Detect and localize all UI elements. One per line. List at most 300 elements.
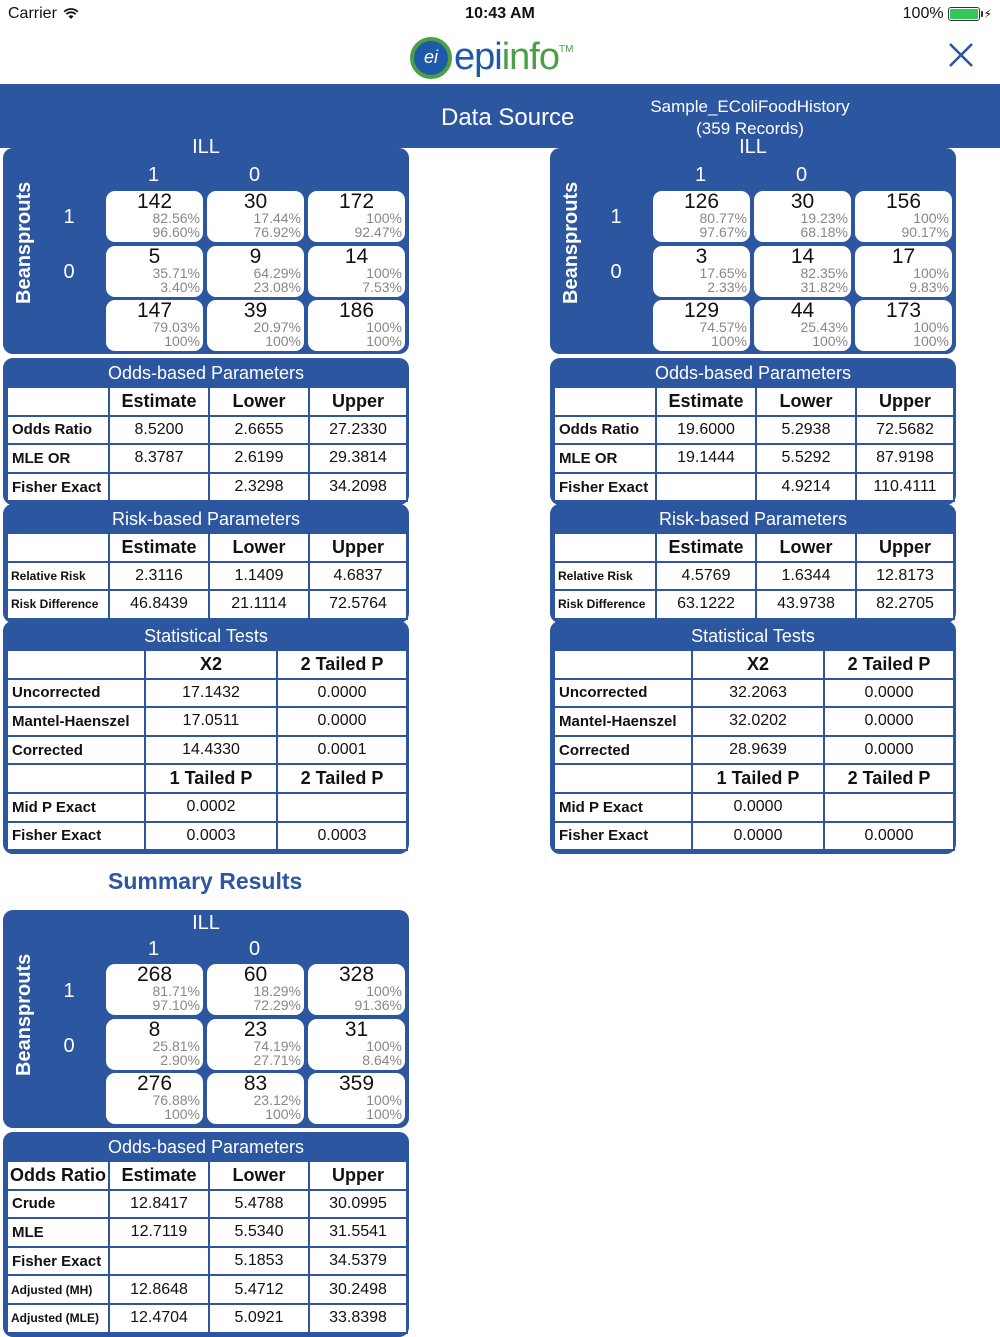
row-percent: 100%: [913, 265, 949, 281]
section-title: Odds-based Parameters: [107, 1137, 305, 1157]
value-cell: 0.0000: [824, 707, 954, 736]
table-cell: [855, 191, 952, 242]
table-row: [7, 1190, 407, 1219]
table-cell: [106, 964, 203, 1015]
table-cell: [653, 300, 750, 351]
value-cell: 8.5200: [109, 416, 209, 445]
table-cell: [308, 300, 405, 351]
value-cell: [656, 473, 756, 502]
table-cell: [754, 246, 851, 297]
charging-icon: ⚡: [983, 7, 992, 21]
row-label: Risk Difference: [7, 590, 109, 619]
column-header: Upper: [309, 387, 407, 416]
column-percent: 2.90%: [160, 1052, 200, 1068]
value-cell: 34.2098: [309, 473, 407, 502]
cell-count: 9: [249, 245, 262, 268]
source-name: Sample_EColiFoodHistory: [650, 97, 850, 116]
value-cell: 30.0995: [309, 1190, 407, 1219]
exposure-label: Beansprouts: [13, 181, 35, 304]
cell-count: 142: [136, 190, 173, 213]
column-header: Lower: [209, 1161, 309, 1190]
row-label: Uncorrected: [7, 679, 145, 708]
value-cell: 87.9198: [856, 444, 954, 473]
column-label: 1: [694, 164, 707, 186]
battery-percent: 100%: [902, 5, 944, 22]
row-percent: 100%: [366, 983, 402, 999]
exposure-label: Beansprouts: [13, 953, 35, 1076]
column-header: Estimate: [109, 1161, 209, 1190]
battery-group: [903, 5, 992, 23]
value-cell: 0.0000: [824, 679, 954, 708]
row-label: MLE OR: [554, 444, 656, 473]
row-percent: 100%: [913, 210, 949, 226]
statistical-tests: [3, 621, 409, 854]
value-cell: 46.8439: [109, 590, 209, 619]
carrier-label: Carrier: [8, 5, 57, 22]
contingency-table-panel: [3, 136, 409, 354]
column-percent: 100%: [366, 1106, 402, 1122]
contingency-table-panel: [550, 136, 956, 354]
row-percent: 81.71%: [152, 983, 200, 999]
table-cell: [207, 1019, 304, 1070]
row-percent: 20.97%: [253, 319, 301, 335]
value-cell: 5.1853: [209, 1247, 309, 1276]
table-row: [7, 444, 407, 473]
row-label: Relative Risk: [7, 562, 109, 591]
value-cell: 32.2063: [692, 679, 824, 708]
value-cell: 43.9738: [756, 590, 856, 619]
value-cell: 31.5541: [309, 1218, 407, 1247]
value-cell: 4.5769: [656, 562, 756, 591]
row-percent: 74.57%: [699, 319, 747, 335]
value-cell: 1.1409: [209, 562, 309, 591]
value-cell: 72.5764: [309, 590, 407, 619]
table-row: [7, 736, 407, 765]
parameter-grid: [6, 386, 408, 502]
column-header: Estimate: [656, 533, 756, 562]
column-header: Upper: [309, 1161, 407, 1190]
cell-count: 39: [243, 299, 268, 322]
table-cell: [308, 1073, 405, 1124]
column-percent: 2.33%: [707, 279, 747, 295]
row-label: Mid P Exact: [554, 793, 692, 822]
column-header: [7, 533, 109, 562]
table-cell: [207, 1073, 304, 1124]
cell-count: 129: [683, 299, 720, 322]
cell-count: 172: [338, 190, 375, 213]
table-cell: [106, 246, 203, 297]
cell-count: 3: [695, 245, 708, 268]
column-percent: 90.17%: [901, 224, 949, 240]
outcome-label: ILL: [192, 912, 220, 934]
value-cell: 0.0000: [692, 822, 824, 851]
column-header: [7, 387, 109, 416]
row-percent: 100%: [366, 210, 402, 226]
column-header: Lower: [756, 387, 856, 416]
row-percent: 100%: [366, 265, 402, 281]
header-row: [554, 650, 954, 679]
value-cell: [109, 473, 209, 502]
value-cell: 12.7119: [109, 1218, 209, 1247]
header-row: [554, 764, 954, 793]
row-label: Odds Ratio: [554, 416, 656, 445]
table-cell: [207, 964, 304, 1015]
section-title: Risk-based Parameters: [658, 509, 848, 529]
cell-count: 147: [136, 299, 173, 322]
row-label: 1: [63, 206, 75, 228]
column-header: Estimate: [109, 533, 209, 562]
table-row: [7, 590, 407, 619]
value-cell: 4.6837: [309, 562, 407, 591]
column-label: 1: [147, 164, 160, 186]
value-cell: 21.1114: [209, 590, 309, 619]
header-row: [7, 650, 407, 679]
column-percent: 97.67%: [699, 224, 747, 240]
column-percent: 8.64%: [362, 1052, 402, 1068]
logo-text: [454, 36, 559, 79]
row-label: Corrected: [554, 736, 692, 765]
risk-based-parameters: [3, 504, 409, 623]
column-percent: 7.53%: [362, 279, 402, 295]
column-header: [554, 387, 656, 416]
outcome-label: ILL: [192, 136, 220, 158]
value-cell: 110.4111: [856, 473, 954, 502]
value-cell: 0.0000: [824, 822, 954, 851]
table-cell: [855, 300, 952, 351]
table-row: [554, 416, 954, 445]
odds-based-parameters: [550, 358, 956, 505]
exposure-label: Beansprouts: [560, 181, 582, 304]
cell-count: 328: [338, 963, 375, 986]
parameter-grid: [553, 649, 955, 851]
column-header: [554, 650, 692, 679]
column-percent: 72.29%: [253, 997, 301, 1013]
logo-epi: epi: [454, 36, 502, 78]
value-cell: 32.0202: [692, 707, 824, 736]
table-cell: [106, 1019, 203, 1070]
row-label: 1: [610, 206, 622, 228]
column-percent: 23.08%: [253, 279, 301, 295]
table-row: [554, 707, 954, 736]
table-row: [554, 822, 954, 851]
epiinfo-logo: [410, 36, 573, 79]
column-header: 1 Tailed P: [145, 764, 277, 793]
section-title: Odds-based Parameters: [654, 363, 852, 383]
column-percent: 31.82%: [800, 279, 848, 295]
row-label: Crude: [7, 1190, 109, 1219]
value-cell: 19.6000: [656, 416, 756, 445]
column-percent: 100%: [164, 1106, 200, 1122]
value-cell: 0.0003: [145, 822, 277, 851]
column-percent: 100%: [812, 333, 848, 349]
cell-count: 17: [891, 245, 916, 268]
column-header: Lower: [209, 533, 309, 562]
table-row: [7, 679, 407, 708]
cell-count: 156: [885, 190, 922, 213]
parameter-grid: [6, 532, 408, 620]
value-cell: 30.2498: [309, 1275, 407, 1304]
battery-icon: [948, 7, 980, 21]
row-label: MLE: [7, 1218, 109, 1247]
statistical-tests: [550, 621, 956, 854]
row-percent: 17.44%: [253, 210, 301, 226]
value-cell: 5.2938: [756, 416, 856, 445]
row-percent: 74.19%: [253, 1038, 301, 1054]
value-cell: 14.4330: [145, 736, 277, 765]
parameter-grid: [6, 649, 408, 851]
row-label: 1: [63, 980, 75, 1002]
data-source-name[interactable]: [640, 96, 860, 140]
cell-count: 276: [136, 1072, 173, 1095]
table-cell: [106, 300, 203, 351]
table-row: [7, 562, 407, 591]
column-percent: 9.83%: [909, 279, 949, 295]
value-cell: 5.4712: [209, 1275, 309, 1304]
column-header: 1 Tailed P: [692, 764, 824, 793]
row-label: Corrected: [7, 736, 145, 765]
table-cell: [207, 300, 304, 351]
cell-count: 14: [344, 245, 369, 268]
status-bar: [0, 0, 1000, 30]
row-label: Mantel-Haenszel: [7, 707, 145, 736]
table-cell: [308, 246, 405, 297]
column-header: Estimate: [109, 387, 209, 416]
header-row: [7, 1161, 407, 1190]
outcome-label: ILL: [739, 136, 767, 158]
column-percent: 100%: [265, 1106, 301, 1122]
close-icon[interactable]: [946, 40, 976, 70]
row-percent: 25.81%: [152, 1038, 200, 1054]
row-label: Fisher Exact: [7, 473, 109, 502]
column-header: Upper: [309, 533, 407, 562]
cell-count: 31: [344, 1018, 369, 1041]
value-cell: 8.3787: [109, 444, 209, 473]
column-header: Odds Ratio: [7, 1161, 109, 1190]
value-cell: 34.5379: [309, 1247, 407, 1276]
value-cell: 19.1444: [656, 444, 756, 473]
cell-count: 359: [338, 1072, 375, 1095]
column-header: Lower: [209, 387, 309, 416]
table-cell: [653, 191, 750, 242]
table-cell: [207, 246, 304, 297]
value-cell: 28.9639: [692, 736, 824, 765]
row-percent: 18.29%: [253, 983, 301, 999]
value-cell: 17.1432: [145, 679, 277, 708]
row-label: MLE OR: [7, 444, 109, 473]
value-cell: 12.4704: [109, 1304, 209, 1333]
summary-odds-parameters: [3, 1132, 409, 1337]
section-title: Odds-based Parameters: [107, 363, 305, 383]
results-scroll-area[interactable]: [0, 136, 1000, 1334]
column-header: 2 Tailed P: [824, 764, 954, 793]
table-row: [7, 416, 407, 445]
row-label: Odds Ratio: [7, 416, 109, 445]
column-label: 0: [248, 164, 261, 186]
table-row: [7, 1218, 407, 1247]
row-label: Relative Risk: [554, 562, 656, 591]
row-percent: 25.43%: [800, 319, 848, 335]
header-row: [7, 387, 407, 416]
row-percent: 76.88%: [152, 1092, 200, 1108]
cell-count: 14: [790, 245, 815, 268]
cell-count: 186: [338, 299, 375, 322]
row-percent: 35.71%: [152, 265, 200, 281]
column-header: Upper: [856, 387, 954, 416]
table-cell: [855, 246, 952, 297]
table-cell: [106, 1073, 203, 1124]
value-cell: 0.0000: [277, 707, 407, 736]
cell-count: 30: [790, 190, 815, 213]
nav-bar: [0, 30, 1000, 84]
odds-based-parameters: [3, 358, 409, 505]
table-row: [554, 679, 954, 708]
row-percent: 100%: [366, 1038, 402, 1054]
table-cell: [308, 1019, 405, 1070]
row-label: 0: [610, 261, 622, 283]
row-label: Fisher Exact: [554, 822, 692, 851]
column-header: [554, 764, 692, 793]
row-percent: 82.35%: [800, 265, 848, 281]
column-label: 0: [248, 938, 261, 960]
parameter-grid: [6, 1160, 408, 1334]
value-cell: 4.9214: [756, 473, 856, 502]
header-row: [554, 533, 954, 562]
table-cell: [207, 191, 304, 242]
value-cell: 63.1222: [656, 590, 756, 619]
table-cell: [754, 191, 851, 242]
value-cell: 2.3298: [209, 473, 309, 502]
section-title: Statistical Tests: [691, 626, 815, 646]
column-label: 0: [795, 164, 808, 186]
value-cell: 0.0002: [145, 793, 277, 822]
header-row: [7, 533, 407, 562]
parameter-grid: [553, 532, 955, 620]
value-cell: 17.0511: [145, 707, 277, 736]
row-percent: 17.65%: [699, 265, 747, 281]
column-percent: 96.60%: [152, 224, 200, 240]
cell-count: 126: [683, 190, 720, 213]
section-title: Risk-based Parameters: [111, 509, 301, 529]
row-percent: 82.56%: [152, 210, 200, 226]
value-cell: 29.3814: [309, 444, 407, 473]
value-cell: 5.4788: [209, 1190, 309, 1219]
value-cell: 2.6199: [209, 444, 309, 473]
row-label: Adjusted (MH): [7, 1275, 109, 1304]
value-cell: 0.0003: [277, 822, 407, 851]
data-source-label: Data Source: [441, 104, 575, 131]
value-cell: 5.5292: [756, 444, 856, 473]
row-percent: 79.03%: [152, 319, 200, 335]
column-header: X2: [145, 650, 277, 679]
parameter-grid: [553, 386, 955, 502]
clock: 10:43 AM: [465, 5, 535, 22]
cell-count: 8: [148, 1018, 161, 1041]
column-header: 2 Tailed P: [277, 764, 407, 793]
value-cell: 5.5340: [209, 1218, 309, 1247]
table-cell: [308, 964, 405, 1015]
cell-count: 44: [790, 299, 815, 322]
value-cell: [277, 793, 407, 822]
row-label: 0: [63, 261, 75, 283]
value-cell: 2.6655: [209, 416, 309, 445]
table-cell: [754, 300, 851, 351]
column-percent: 100%: [913, 333, 949, 349]
row-percent: 23.12%: [253, 1092, 301, 1108]
cell-count: 5: [148, 245, 161, 268]
logo-info: info: [501, 36, 559, 78]
table-cell: [653, 246, 750, 297]
column-percent: 92.47%: [354, 224, 402, 240]
value-cell: 72.5682: [856, 416, 954, 445]
logo-tm: TM: [559, 44, 574, 55]
table-row: [554, 590, 954, 619]
column-percent: 68.18%: [800, 224, 848, 240]
contingency-table-panel: [3, 910, 409, 1128]
column-percent: 100%: [265, 333, 301, 349]
value-cell: 12.8173: [856, 562, 954, 591]
table-row: [554, 793, 954, 822]
summary-results-title: Summary Results: [108, 868, 303, 894]
value-cell: 0.0000: [277, 679, 407, 708]
row-percent: 100%: [366, 319, 402, 335]
value-cell: 12.8417: [109, 1190, 209, 1219]
column-header: 2 Tailed P: [277, 650, 407, 679]
risk-based-parameters: [550, 504, 956, 623]
column-header: Estimate: [656, 387, 756, 416]
column-label: 1: [147, 938, 160, 960]
header-row: [7, 764, 407, 793]
row-percent: 19.23%: [800, 210, 848, 226]
cell-count: 268: [136, 963, 173, 986]
table-row: [7, 1304, 407, 1333]
column-percent: 100%: [711, 333, 747, 349]
row-percent: 100%: [366, 1092, 402, 1108]
row-label: Mid P Exact: [7, 793, 145, 822]
row-percent: 80.77%: [699, 210, 747, 226]
value-cell: [109, 1247, 209, 1276]
column-percent: 100%: [366, 333, 402, 349]
column-percent: 76.92%: [253, 224, 301, 240]
column-header: 2 Tailed P: [824, 650, 954, 679]
cell-count: 83: [243, 1072, 268, 1095]
table-row: [554, 736, 954, 765]
column-header: [7, 650, 145, 679]
row-label: Uncorrected: [554, 679, 692, 708]
table-row: [7, 473, 407, 502]
column-percent: 97.10%: [152, 997, 200, 1013]
column-percent: 91.36%: [354, 997, 402, 1013]
row-label: Fisher Exact: [7, 1247, 109, 1276]
record-count: (359 Records): [696, 119, 804, 138]
column-header: [7, 764, 145, 793]
row-percent: 100%: [913, 319, 949, 335]
cell-count: 30: [243, 190, 268, 213]
column-percent: 100%: [164, 333, 200, 349]
column-percent: 27.71%: [253, 1052, 301, 1068]
value-cell: 0.0000: [824, 736, 954, 765]
table-row: [7, 822, 407, 851]
column-header: X2: [692, 650, 824, 679]
header-row: [554, 387, 954, 416]
cell-count: 60: [243, 963, 268, 986]
row-label: Fisher Exact: [7, 822, 145, 851]
table-row: [554, 562, 954, 591]
table-row: [554, 444, 954, 473]
value-cell: 33.8398: [309, 1304, 407, 1333]
value-cell: [824, 793, 954, 822]
cell-count: 173: [885, 299, 922, 322]
column-percent: 3.40%: [160, 279, 200, 295]
